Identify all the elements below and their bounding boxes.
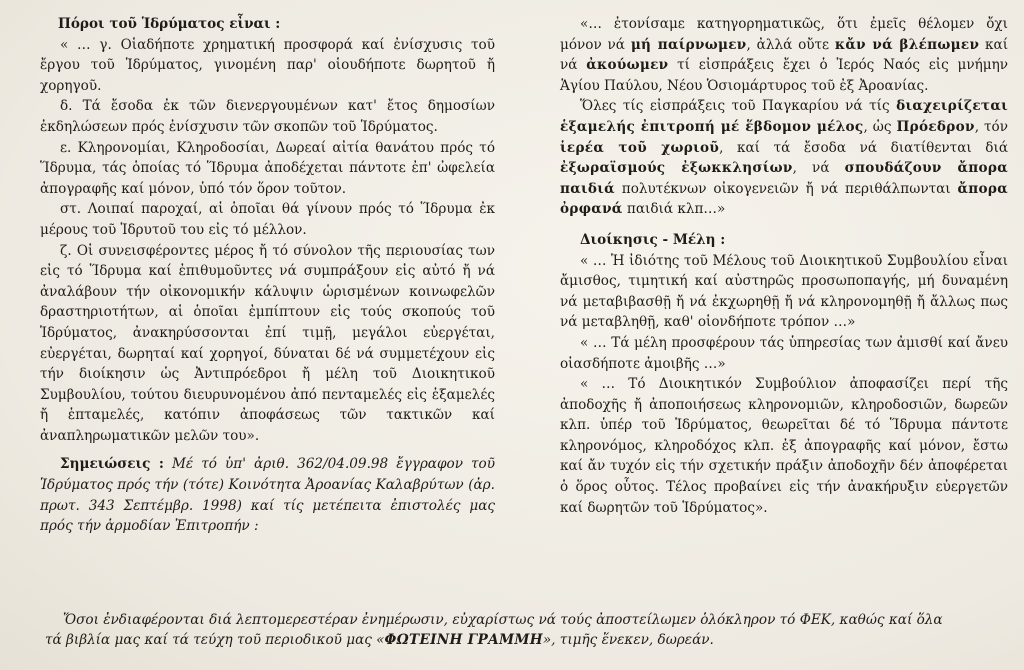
notes-label: Σημειώσεις : — [60, 456, 164, 473]
text-span: , καί τά ἔσοδα νά διατίθενται διά — [719, 139, 1008, 156]
magazine-title: ΦΩΤΕΙΝΗ ΓΡΑΜΜΗ — [384, 631, 543, 648]
bold-span: ἀκούωμεν — [586, 57, 669, 74]
text-span: πολυτέκνων οἰκογενειῶν ἤ νά περιθάλπωνται — [614, 180, 958, 197]
bold-span: διαχειρίζεται ἑξαμελής ἐπιτροπή μέ ἕβδομον μέλος — [560, 98, 1008, 135]
resources-paragraph: ε. Κληρονομίαι, Κληροδοσίαι, Δωρεαί αἰτία θανάτου πρός τό Ἵδρυμα, τάς ὁποίας τό Ἵδρυμα ἀποδέχεται πάντοτε ἐπ' ὠφελεία ἀπογραφῆς καί μόνον, ὑπό τόν ὅρον τοῦτον. — [40, 139, 495, 197]
bold-span: κἄν νά βλέπωμεν — [834, 36, 980, 53]
resources-paragraph: στ. Λοιπαί παροχαί, αἱ ὁποῖαι θά γίνουν πρός τό Ἵδρυμα ἐκ μέρους τοῦ Ἱδρυτοῦ του εἰς τό μέλλον. — [40, 201, 495, 238]
administration-paragraph: « … Τό Διοικητικόν Συμβούλιον ἀποφασίζει περί τῆς ἀποδοχῆς ἤ ἀποποιήσεως κληρονομιῶν, κληροδοσιῶν, δωρεῶν κλπ. ὑπέρ τοῦ Ἱδρύματος, θεωρεῖται δέ τό Ἵδρυμα πάντοτε κληρονόμος, κληροδόχος κλπ. ἐξ ἀπογραφῆς καί μόνον, ἔστω καί ἄν τυχόν εἰς τήν σχετικήν πράξιν ἀποδοχῆν δέν ἀποφέρεται ὁ ὅρος οὗτος. Τέλος προβαίνει εἰς τήν ἀνακήρυξιν εὐεργετῶν καί δωρητῶν τοῦ Ἱδρύματος». — [560, 376, 1008, 516]
text-span: , τόν — [974, 118, 1008, 135]
text-span: , ἀλλά οὔτε — [746, 36, 835, 53]
text-span: , νά — [792, 160, 845, 177]
administration-paragraph: « … Ἡ ἰδιότης τοῦ Μέλους τοῦ Διοικητικοῦ Συμβουλίου εἶναι ἄμισθος, τιμητική καί αὐστηρῶς προσωποπαγής, μή δυναμένη νά μεταβιβασθῇ ἤ νά ἐκχωρηθῇ ἤ νά κληρονομηθῇ ἤ ἄλλως πως νά μεταβληθῇ, καθ' οἱονδήποτε τρόπον …» — [560, 252, 1008, 331]
text-span: καί νά — [560, 36, 1009, 74]
text-span: Ὅλες τίς εἰσπράξεις τοῦ Παγκαρίου νά τίς — [580, 98, 897, 115]
notes-text: Μέ τό ὑπ' ἀριθ. 362/04.09.98 ἔγγραφον τοῦ Ἱδρύματος πρός τήν (τότε) Κοινότητα Ἀροανίας Καλαβρύτων (ἀρ. πρωτ. 343 Σεπτέμβρ. 1998) καί τίς μετέπειτα ἐπιστολές μας πρός τήν ἁρμοδίαν Ἐπιτροπήν : — [40, 456, 495, 535]
text-span: παιδιά κλπ…» — [622, 201, 726, 218]
left-column — [40, 14, 495, 550]
quote-paragraph-2 — [560, 96, 1008, 220]
resources-paragraph: δ. Τά ἔσοδα ἐκ τῶν διενεργουμένων κατ' ἔτος δημοσίων ἐκδηλώσεων πρός ἐνίσχυσιν τῶν σκοπῶν τοῦ Ἱδρύματος. — [40, 98, 495, 135]
administration-heading: Διοίκησις - Μέλη : — [580, 231, 726, 248]
bold-span: Πρόεδρον — [896, 118, 975, 135]
resources-paragraph: ζ. Οἱ συνεισφέροντες μέρος ἤ τό σύνολον τῆς περιουσίας των εἰς τό Ἵδρυμα καί ἐπιθυμοῦντες νά συμπράξουν εἰς αὐτό ἤ νά ἀναλάβουν τήν οἰκονομικήν κάλυψιν ὡρισμένων κοινωφελῶν δραστηριοτήτων, αἱ ὁποῖαι ἐμπίπτουν εἰς τούς σκοπούς τοῦ Ἱδρύματος, ἀνακηρύσσονται ἐπί τιμῇ, μεγάλοι εὐεργέται, εὐεργέται, δωρηταί καί χορηγοί, δύναται δέ νά συμμετέχουν εἰς τήν διοίκησιν ὡς Ἀντιπρόεδροι ἤ μέλη τοῦ Διοικητικοῦ Συμβουλίου, τούτου διευρυνομένου ἀπό πενταμελές εἰς ἑξαμελές ἤ ἑπταμελές, κατόπιν ἀποφάσεως τῶν τακτικῶν καί ἀναπληρωματικῶν μελῶν του». — [40, 242, 495, 444]
resources-heading: Πόροι τοῦ Ἱδρύματος εἶναι : — [58, 16, 281, 32]
resources-paragraph: « … γ. Οἱαδήποτε χρηματική προσφορά καί ἐνίσχυσις τοῦ ἔργου τοῦ Ἱδρύματος, γινομένη παρ' οἱουδήποτε δωρητοῦ ἤ χορηγοῦ. — [40, 36, 495, 94]
bold-span: ἱερέα τοῦ χωριοῦ — [560, 139, 720, 156]
text-span: », τιμῆς ἕνεκεν, δωρεάν. — [542, 631, 714, 648]
bold-span: ἄπορα ὀρφανά — [560, 180, 1008, 218]
bold-span: μή παίρνωμεν — [630, 36, 747, 53]
bold-span: ἐξωραϊσμούς ἐξωκκλησίων — [560, 160, 793, 177]
bold-span: σπουδάζουν ἄπορα παιδιά — [560, 160, 1008, 197]
text-span: , ὡς — [863, 118, 897, 135]
notes-paragraph — [40, 454, 495, 536]
quote-paragraph-1 — [560, 14, 1008, 96]
footer-note — [45, 610, 945, 650]
text-span: τί εἰσπράξεις ἔχει ὁ Ἱερός Ναός εἰς μνήμην Ἁγίου Παύλου, Νέου Ὁσιομάρτυρος τοῦ ἐξ Ἀροανίας. — [560, 57, 1008, 94]
administration-paragraph: « … Τά μέλη προσφέρουν τάς ὑπηρεσίας των ἀμισθί καί ἄνευ οἱασδήποτε ἀμοιβῆς …» — [560, 334, 1008, 372]
text-span: Ὅσοι ἐνδιαφέρονται διά λεπτομερεστέραν ἐνημέρωσιν, εὐχαρίστως νά τούς ἀποστείλωμεν ὁλόκληρον τό ΦΕΚ, καθώς καί ὅλα τά βιβλία μας καί τά τεύχη τοῦ περιοδικοῦ μας « — [45, 611, 943, 648]
right-column — [560, 14, 1008, 518]
text-span: «… ἐτονίσαμε κατηγορηματικῶς, ὅτι ἐμεῖς θέλομεν ὄχι μόνον νά — [560, 16, 1008, 53]
